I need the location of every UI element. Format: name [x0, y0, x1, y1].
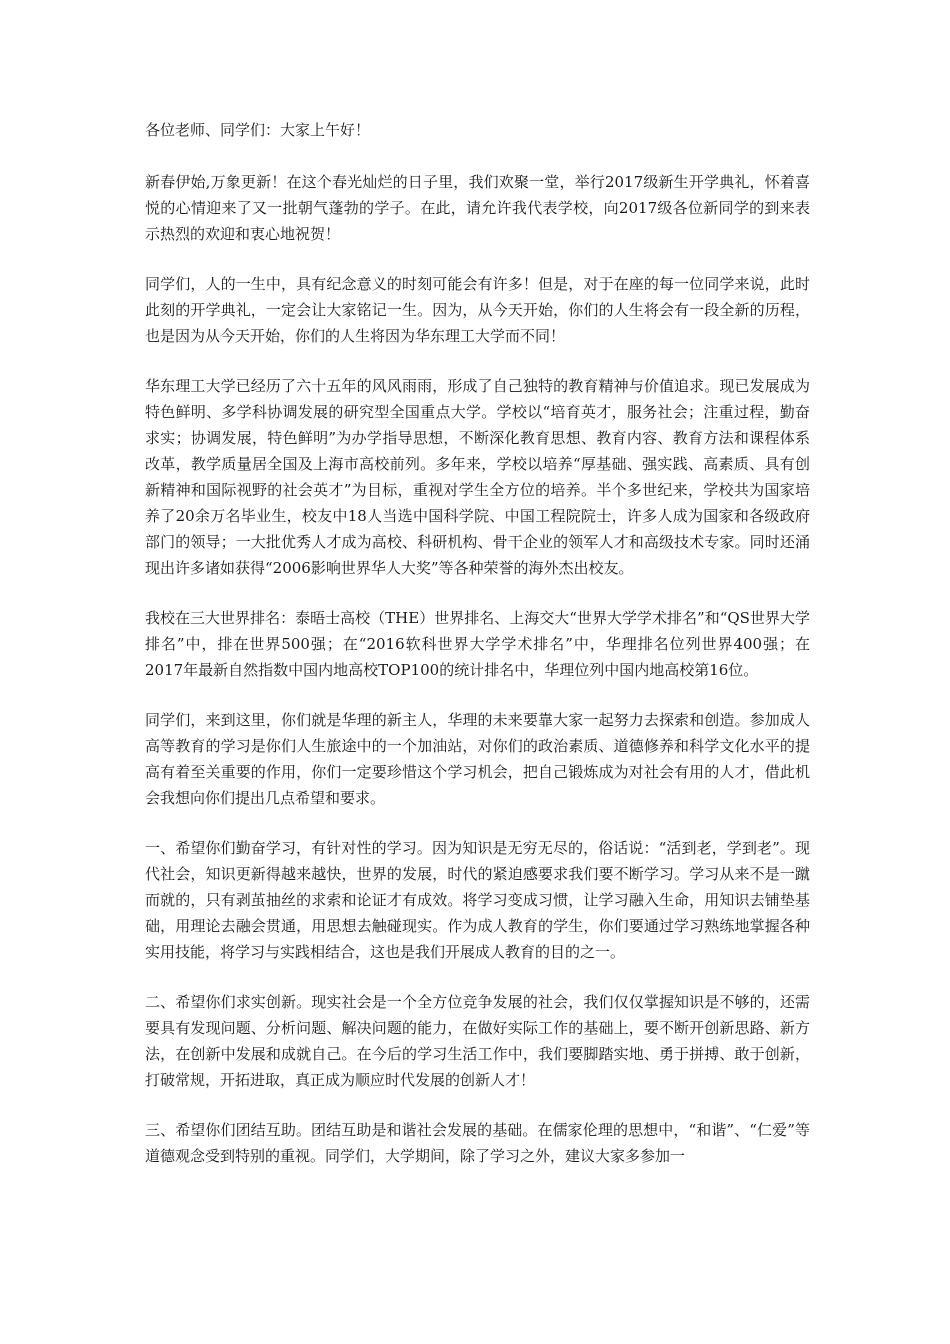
paragraph-hope-innovate: 二、希望你们求实创新。现实社会是一个全方位竞争发展的社会，我们仅仅掌握知识是不够的，还需要具有发现问题、分析问题、解决问题的能力，在做好实际工作的基础上，要不断开创新思路、新方法，在创新中发展和成就自己。在今后的学习生活工作中，我们要脚踏实地、勇于拼搏、敢于创新，打破常规，开拓进取，真正成为顺应时代发展的创新人才！ [145, 993, 810, 1089]
paragraph-hope-unity: 三、希望你们团结互助。团结互助是和谐社会发展的基础。在儒家伦理的思想中，“和谐”、“仁爱”等道德观念受到特别的重视。同学们，大学期间，除了学习之外，建议大家多参加一 [145, 1121, 810, 1165]
paragraph-hope-study: 一、希望你们勤奋学习，有针对性的学习。因为知识是无穷无尽的，俗话说：“活到老，学到老”。现代社会，知识更新得越来越快，世界的发展，时代的紧迫感要求我们要不断学习。学习从来不是一蹴而就的，只有剥茧抽丝的求索和论证才有成效。将学习变成习惯，让学习融入生命，用知识去铺垫基础，用理论去融会贯通，用思想去触碰现实。作为成人教育的学生，你们要通过学习熟练地掌握各种实用技能，将学习与实践相结合，这也是我们开展成人教育的目的之一。 [145, 839, 810, 961]
paragraph-university-history: 华东理工大学已经历了六十五年的风风雨雨，形成了自己独特的教育精神与价值追求。现已发展成为特色鲜明、多学科协调发展的研究型全国重点大学。学校以“培育英才，服务社会；注重过程，勤奋求实；协调发展，特色鲜明”为办学指导思想，不断深化教育思想、教育内容、教育方法和课程体系改革，教学质量居全国及上海市高校前列。多年来，学校以培养“厚基础、强实践、高素质、具有创新精神和国际视野的社会英才”为目标，重视对学生全方位的培养。半个多世纪来，学校共为国家培养了20余万名毕业生，校友中18人当选中国科学院、中国工程院院士，许多人成为国家和各级政府部门的领导；一大批优秀人才成为高校、科研机构、骨干企业的领军人才和高级技术专家。同时还涌现出许多诸如获得“2006影响世界华人大奖”等各种荣誉的海外杰出校友。 [145, 377, 810, 577]
paragraph-opening: 新春伊始,万象更新！在这个春光灿烂的日子里，我们欢聚一堂，举行2017级新生开学典礼，怀着喜悦的心情迎来了又一批朝气蓬勃的学子。在此，请允许我代表学校，向2017级各位新同学的到来表示热烈的欢迎和衷心地祝贺！ [145, 173, 810, 243]
document-body [145, 117, 810, 1193]
paragraph-new-owners: 同学们，来到这里，你们就是华理的新主人，华理的未来要靠大家一起努力去探索和创造。参加成人高等教育的学习是你们人生旅途中的一个加油站，对你们的政治素质、道德修养和科学文化水平的提高有着至关重要的作用，你们一定要珍惜这个学习机会，把自己锻炼成为对社会有用的人才，借此机会我想向你们提出几点希望和要求。 [145, 711, 810, 807]
greeting-line: 各位老师、同学们：大家上午好！ [145, 121, 371, 139]
paragraph-memorable-moment: 同学们，人的一生中，具有纪念意义的时刻可能会有许多！但是，对于在座的每一位同学来说，此时此刻的开学典礼，一定会让大家铭记一生。因为，从今天开始，你们的人生将会有一段全新的历程，也是因为从今天开始，你们的人生将因为华东理工大学而不同！ [145, 275, 810, 345]
paragraph-world-rankings: 我校在三大世界排名：泰晤士高校（THE）世界排名、上海交大“世界大学学术排名”和“QS世界大学排名”中，排在世界500强；在“2016软科世界大学学术排名”中，华理排名位列世界400强；在2017年最新自然指数中国内地高校TOP100的统计排名中，华理位列中国内地高校第16位。 [145, 609, 810, 679]
